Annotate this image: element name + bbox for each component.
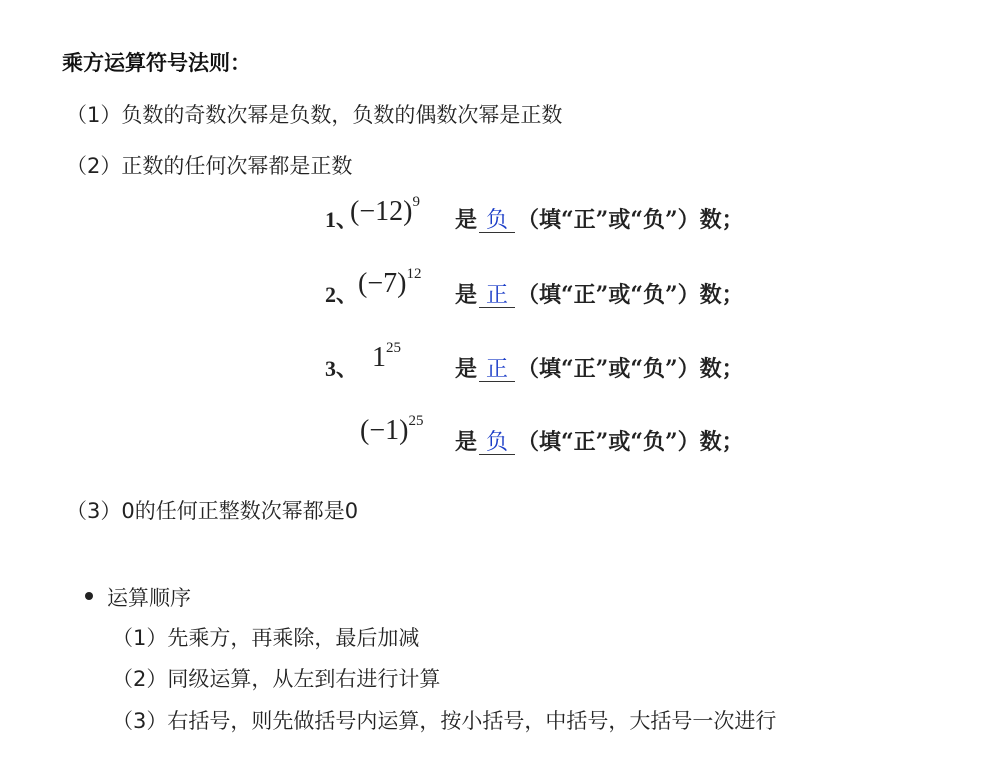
rule-2: （2）正数的任何次幂都是正数 [66, 154, 353, 178]
example-1-answer: 负 [479, 210, 515, 233]
example-2-base: (−7) [358, 268, 407, 299]
example-4-statement [455, 425, 744, 456]
example-4-base: (−1) [360, 415, 409, 446]
order-title: 运算顺序 [107, 586, 191, 610]
order-item-1: （1）先乘方，再乘除，最后加减 [112, 626, 420, 650]
example-1-base: (−12) [350, 196, 413, 227]
example-4-prefix: 是 [455, 429, 478, 455]
example-3-prefix: 是 [455, 356, 478, 382]
rule-1: （1）负数的奇数次幂是负数，负数的偶数次幂是正数 [66, 103, 563, 127]
example-3-statement [455, 352, 744, 383]
example-2-prefix: 是 [455, 282, 478, 308]
example-3-suffix: （填“正”或“负”）数； [517, 356, 744, 382]
order-item-2: （2）同级运算，从左到右进行计算 [112, 667, 441, 691]
example-2-expression [358, 265, 422, 300]
example-2-suffix: （填“正”或“负”）数； [517, 282, 744, 308]
example-4-exponent: 25 [408, 412, 424, 429]
example-2-answer: 正 [479, 285, 515, 308]
example-3-base: 1 [372, 342, 386, 373]
example-4-suffix: （填“正”或“负”）数； [517, 429, 744, 455]
example-3-number: 3、 [325, 356, 359, 381]
section-heading: 乘方运算符号法则： [62, 51, 251, 75]
example-1-expression [350, 193, 420, 228]
rule-3: （3）0的任何正整数次幂都是0 [66, 499, 359, 523]
example-2-exponent: 12 [406, 265, 422, 282]
example-1-number: 1、 [325, 207, 359, 232]
example-3-expression [372, 339, 401, 374]
bullet-dot-icon [85, 592, 93, 600]
example-3-answer: 正 [479, 359, 515, 382]
example-4-answer: 负 [479, 432, 515, 455]
example-1-statement [455, 203, 744, 234]
example-1-exponent: 9 [412, 193, 420, 210]
example-4-expression [360, 412, 424, 447]
order-item-3: （3）右括号，则先做括号内运算，按小括号，中括号，大括号一次进行 [112, 709, 777, 733]
example-1-prefix: 是 [455, 207, 478, 233]
example-3-exponent: 25 [386, 339, 401, 356]
example-1-suffix: （填“正”或“负”）数； [517, 207, 744, 233]
example-2-statement [455, 278, 744, 309]
example-2-number: 2、 [325, 282, 359, 307]
